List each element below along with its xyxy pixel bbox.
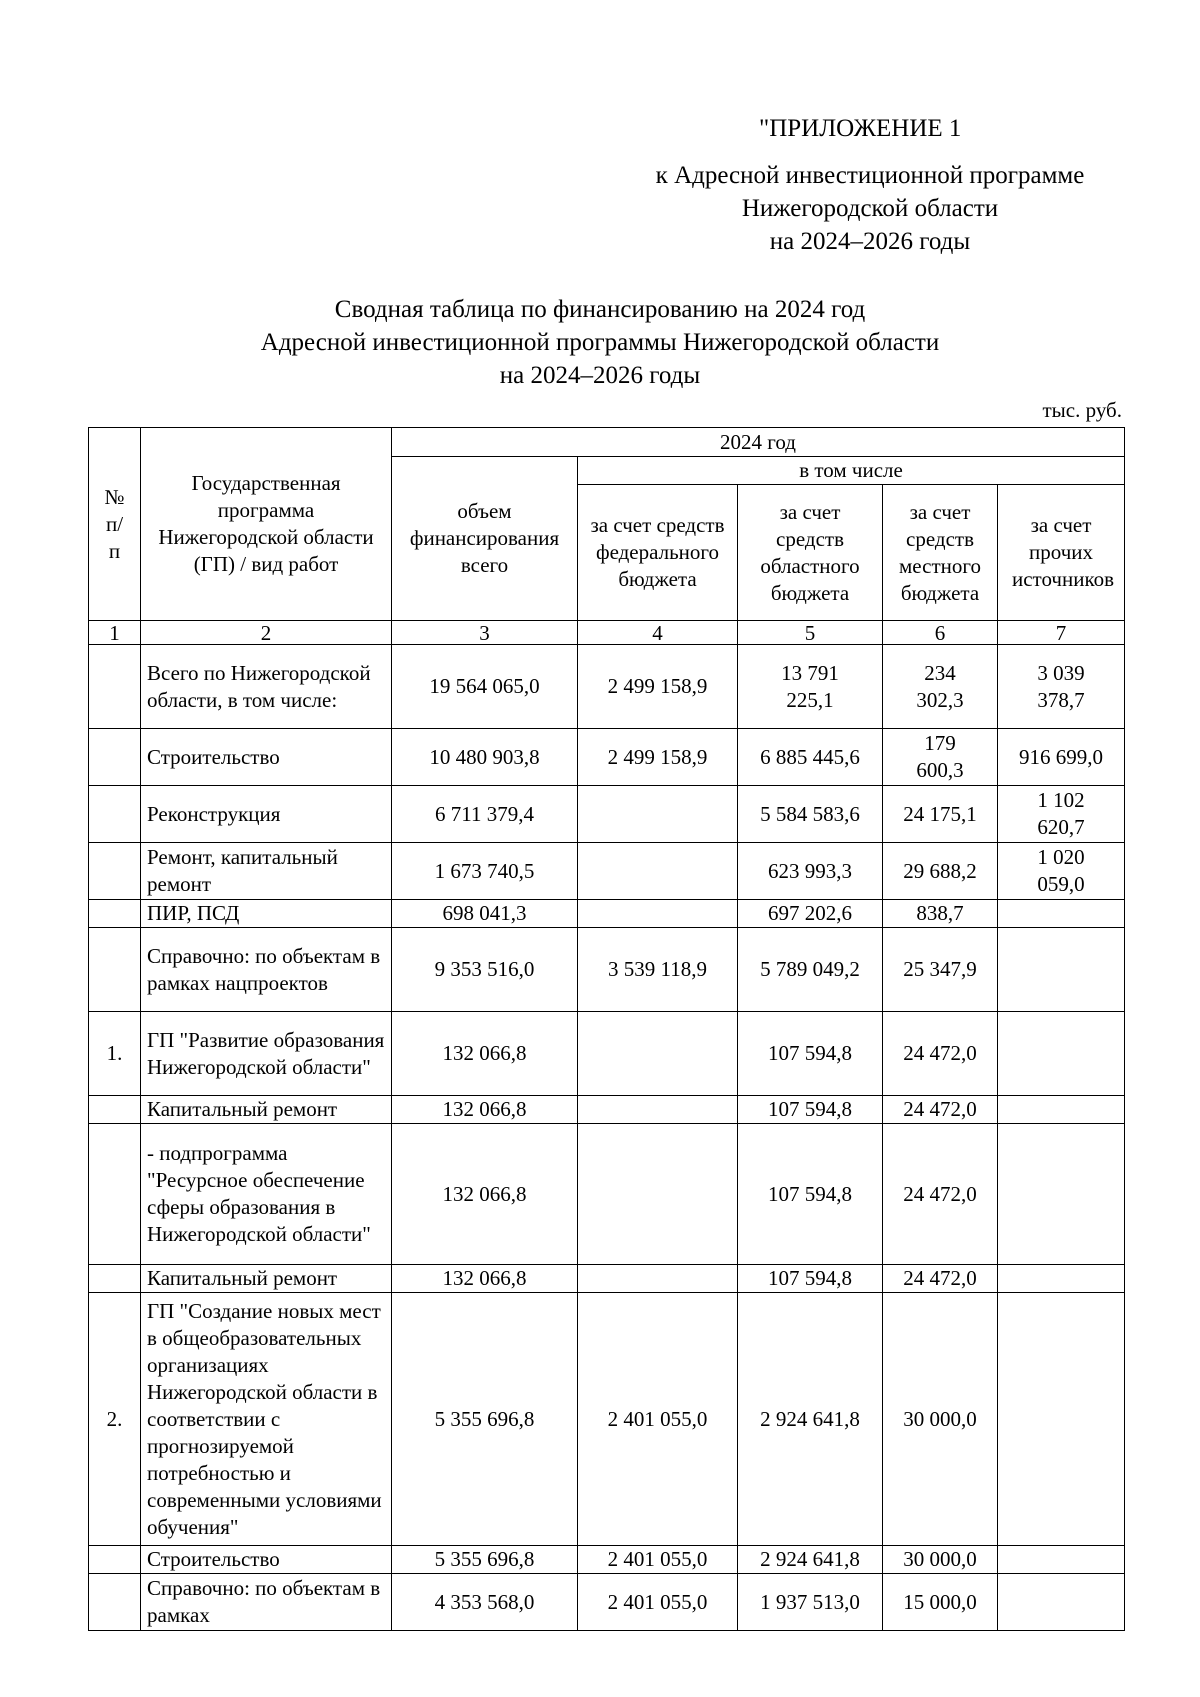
table-row xyxy=(89,1546,1125,1574)
annex-subtitle xyxy=(620,159,1120,258)
cell-total: 4 353 568,0 xyxy=(392,1574,578,1631)
table-row xyxy=(89,928,1125,1012)
cell-federal: 2 401 055,0 xyxy=(578,1574,738,1631)
row-number: 1. xyxy=(89,1012,141,1096)
cell-total: 132 066,8 xyxy=(392,1265,578,1293)
row-name: ПИР, ПСД xyxy=(141,900,392,928)
cell-total: 698 041,3 xyxy=(392,900,578,928)
cell-regional: 13 791 225,1 xyxy=(738,645,883,729)
document-title xyxy=(200,293,1000,392)
cell-regional: 5 584 583,6 xyxy=(738,786,883,843)
cell-local: 838,7 xyxy=(883,900,998,928)
cell-local: 179 600,3 xyxy=(883,729,998,786)
cell-other xyxy=(998,1124,1125,1265)
table-row xyxy=(89,1096,1125,1124)
row-number xyxy=(89,1574,141,1631)
cell-local: 29 688,2 xyxy=(883,843,998,900)
table-row xyxy=(89,900,1125,928)
cell-federal: 2 401 055,0 xyxy=(578,1546,738,1574)
table-row xyxy=(89,1574,1125,1631)
cell-total: 5 355 696,8 xyxy=(392,1546,578,1574)
cell-regional: 697 202,6 xyxy=(738,900,883,928)
row-name: Строительство xyxy=(141,729,392,786)
table-row xyxy=(89,1012,1125,1096)
header-other: за счет прочих источников xyxy=(998,485,1125,621)
row-number xyxy=(89,843,141,900)
row-name: Всего по Нижегородской области, в том числе: xyxy=(141,645,392,729)
cell-local: 30 000,0 xyxy=(883,1546,998,1574)
cell-other xyxy=(998,928,1125,1012)
cell-regional: 107 594,8 xyxy=(738,1096,883,1124)
cell-federal xyxy=(578,1124,738,1265)
title-line-3: на 2024–2026 годы xyxy=(499,362,701,389)
cell-local: 15 000,0 xyxy=(883,1574,998,1631)
title-line-2: Адресной инвестиционной программы Нижегородской области xyxy=(260,329,940,356)
row-name: ГП "Создание новых мест в общеобразовательных организациях Нижегородской области в соответствии с прогнозируемой потребностью и современными условиями обучения" xyxy=(141,1293,392,1546)
col-number: 7 xyxy=(998,621,1125,645)
row-name: Строительство xyxy=(141,1546,392,1574)
col-number: 4 xyxy=(578,621,738,645)
row-number xyxy=(89,1265,141,1293)
annex-line-2: Нижегородской области xyxy=(741,195,999,222)
cell-regional: 107 594,8 xyxy=(738,1012,883,1096)
row-number xyxy=(89,786,141,843)
cell-local: 25 347,9 xyxy=(883,928,998,1012)
cell-regional: 1 937 513,0 xyxy=(738,1574,883,1631)
cell-federal: 2 499 158,9 xyxy=(578,729,738,786)
cell-total: 132 066,8 xyxy=(392,1012,578,1096)
cell-other xyxy=(998,1293,1125,1546)
row-number xyxy=(89,928,141,1012)
row-name: Ремонт, капитальный ремонт xyxy=(141,843,392,900)
cell-total: 5 355 696,8 xyxy=(392,1293,578,1546)
cell-regional: 2 924 641,8 xyxy=(738,1546,883,1574)
header-num: № п/ п xyxy=(89,428,141,621)
table-row xyxy=(89,786,1125,843)
cell-federal xyxy=(578,1265,738,1293)
header-including: в том числе xyxy=(578,457,1125,485)
table-row xyxy=(89,1293,1125,1546)
annex-block xyxy=(620,112,1120,258)
cell-federal xyxy=(578,1096,738,1124)
header-program: Государственная программа Нижегородской области (ГП) / вид работ xyxy=(141,428,392,621)
cell-other: 3 039 378,7 xyxy=(998,645,1125,729)
cell-federal: 3 539 118,9 xyxy=(578,928,738,1012)
cell-federal: 2 401 055,0 xyxy=(578,1293,738,1546)
annex-line-1: к Адресной инвестиционной программе xyxy=(655,162,1085,189)
header-year: 2024 год xyxy=(392,428,1125,457)
col-number: 6 xyxy=(883,621,998,645)
cell-local: 30 000,0 xyxy=(883,1293,998,1546)
col-number: 5 xyxy=(738,621,883,645)
cell-federal xyxy=(578,786,738,843)
cell-other: 1 102 620,7 xyxy=(998,786,1125,843)
cell-total: 132 066,8 xyxy=(392,1124,578,1265)
cell-other xyxy=(998,1096,1125,1124)
row-name: Реконструкция xyxy=(141,786,392,843)
row-name: Капитальный ремонт xyxy=(141,1265,392,1293)
table-row xyxy=(89,1265,1125,1293)
row-number xyxy=(89,1546,141,1574)
row-number xyxy=(89,729,141,786)
header-regional: за счет средств областного бюджета xyxy=(738,485,883,621)
annex-title: "ПРИЛОЖЕНИЕ 1 xyxy=(759,115,962,142)
cell-total: 132 066,8 xyxy=(392,1096,578,1124)
cell-other: 916 699,0 xyxy=(998,729,1125,786)
cell-regional: 5 789 049,2 xyxy=(738,928,883,1012)
cell-total: 10 480 903,8 xyxy=(392,729,578,786)
cell-local: 24 472,0 xyxy=(883,1012,998,1096)
header-local: за счет средств местного бюджета xyxy=(883,485,998,621)
table-row xyxy=(89,729,1125,786)
cell-other xyxy=(998,1012,1125,1096)
cell-total: 19 564 065,0 xyxy=(392,645,578,729)
cell-other xyxy=(998,1265,1125,1293)
cell-local: 234 302,3 xyxy=(883,645,998,729)
cell-total: 9 353 516,0 xyxy=(392,928,578,1012)
cell-total: 6 711 379,4 xyxy=(392,786,578,843)
row-name: ГП "Развитие образования Нижегородской области" xyxy=(141,1012,392,1096)
row-name: Справочно: по объектам в рамках нацпроектов xyxy=(141,928,392,1012)
cell-regional: 107 594,8 xyxy=(738,1265,883,1293)
col-number: 2 xyxy=(141,621,392,645)
cell-regional: 6 885 445,6 xyxy=(738,729,883,786)
title-line-1: Сводная таблица по финансированию на 2024 год xyxy=(334,296,866,323)
row-number xyxy=(89,1096,141,1124)
cell-total: 1 673 740,5 xyxy=(392,843,578,900)
header-total: объем финансирования всего xyxy=(392,457,578,621)
row-name: Капитальный ремонт xyxy=(141,1096,392,1124)
cell-federal xyxy=(578,1012,738,1096)
cell-other xyxy=(998,1546,1125,1574)
table-row xyxy=(89,1124,1125,1265)
cell-federal xyxy=(578,900,738,928)
cell-regional: 107 594,8 xyxy=(738,1124,883,1265)
units-label: тыс. руб. xyxy=(1042,398,1122,422)
table-row xyxy=(89,645,1125,729)
cell-local: 24 175,1 xyxy=(883,786,998,843)
col-number: 1 xyxy=(89,621,141,645)
cell-local: 24 472,0 xyxy=(883,1124,998,1265)
annex-line-3: на 2024–2026 годы xyxy=(769,228,971,255)
cell-regional: 2 924 641,8 xyxy=(738,1293,883,1546)
row-name: - подпрограмма "Ресурсное обеспечение сферы образования в Нижегородской области" xyxy=(141,1124,392,1265)
table-row xyxy=(89,843,1125,900)
cell-other: 1 020 059,0 xyxy=(998,843,1125,900)
cell-local: 24 472,0 xyxy=(883,1265,998,1293)
financing-table xyxy=(88,427,1125,1631)
row-number xyxy=(89,645,141,729)
row-number xyxy=(89,900,141,928)
row-name: Справочно: по объектам в рамках xyxy=(141,1574,392,1631)
row-number: 2. xyxy=(89,1293,141,1546)
cell-federal xyxy=(578,843,738,900)
column-numbers-row xyxy=(89,621,1125,645)
cell-federal: 2 499 158,9 xyxy=(578,645,738,729)
cell-other xyxy=(998,1574,1125,1631)
header-federal: за счет средств федерального бюджета xyxy=(578,485,738,621)
cell-other xyxy=(998,900,1125,928)
cell-regional: 623 993,3 xyxy=(738,843,883,900)
cell-local: 24 472,0 xyxy=(883,1096,998,1124)
row-number xyxy=(89,1124,141,1265)
col-number: 3 xyxy=(392,621,578,645)
